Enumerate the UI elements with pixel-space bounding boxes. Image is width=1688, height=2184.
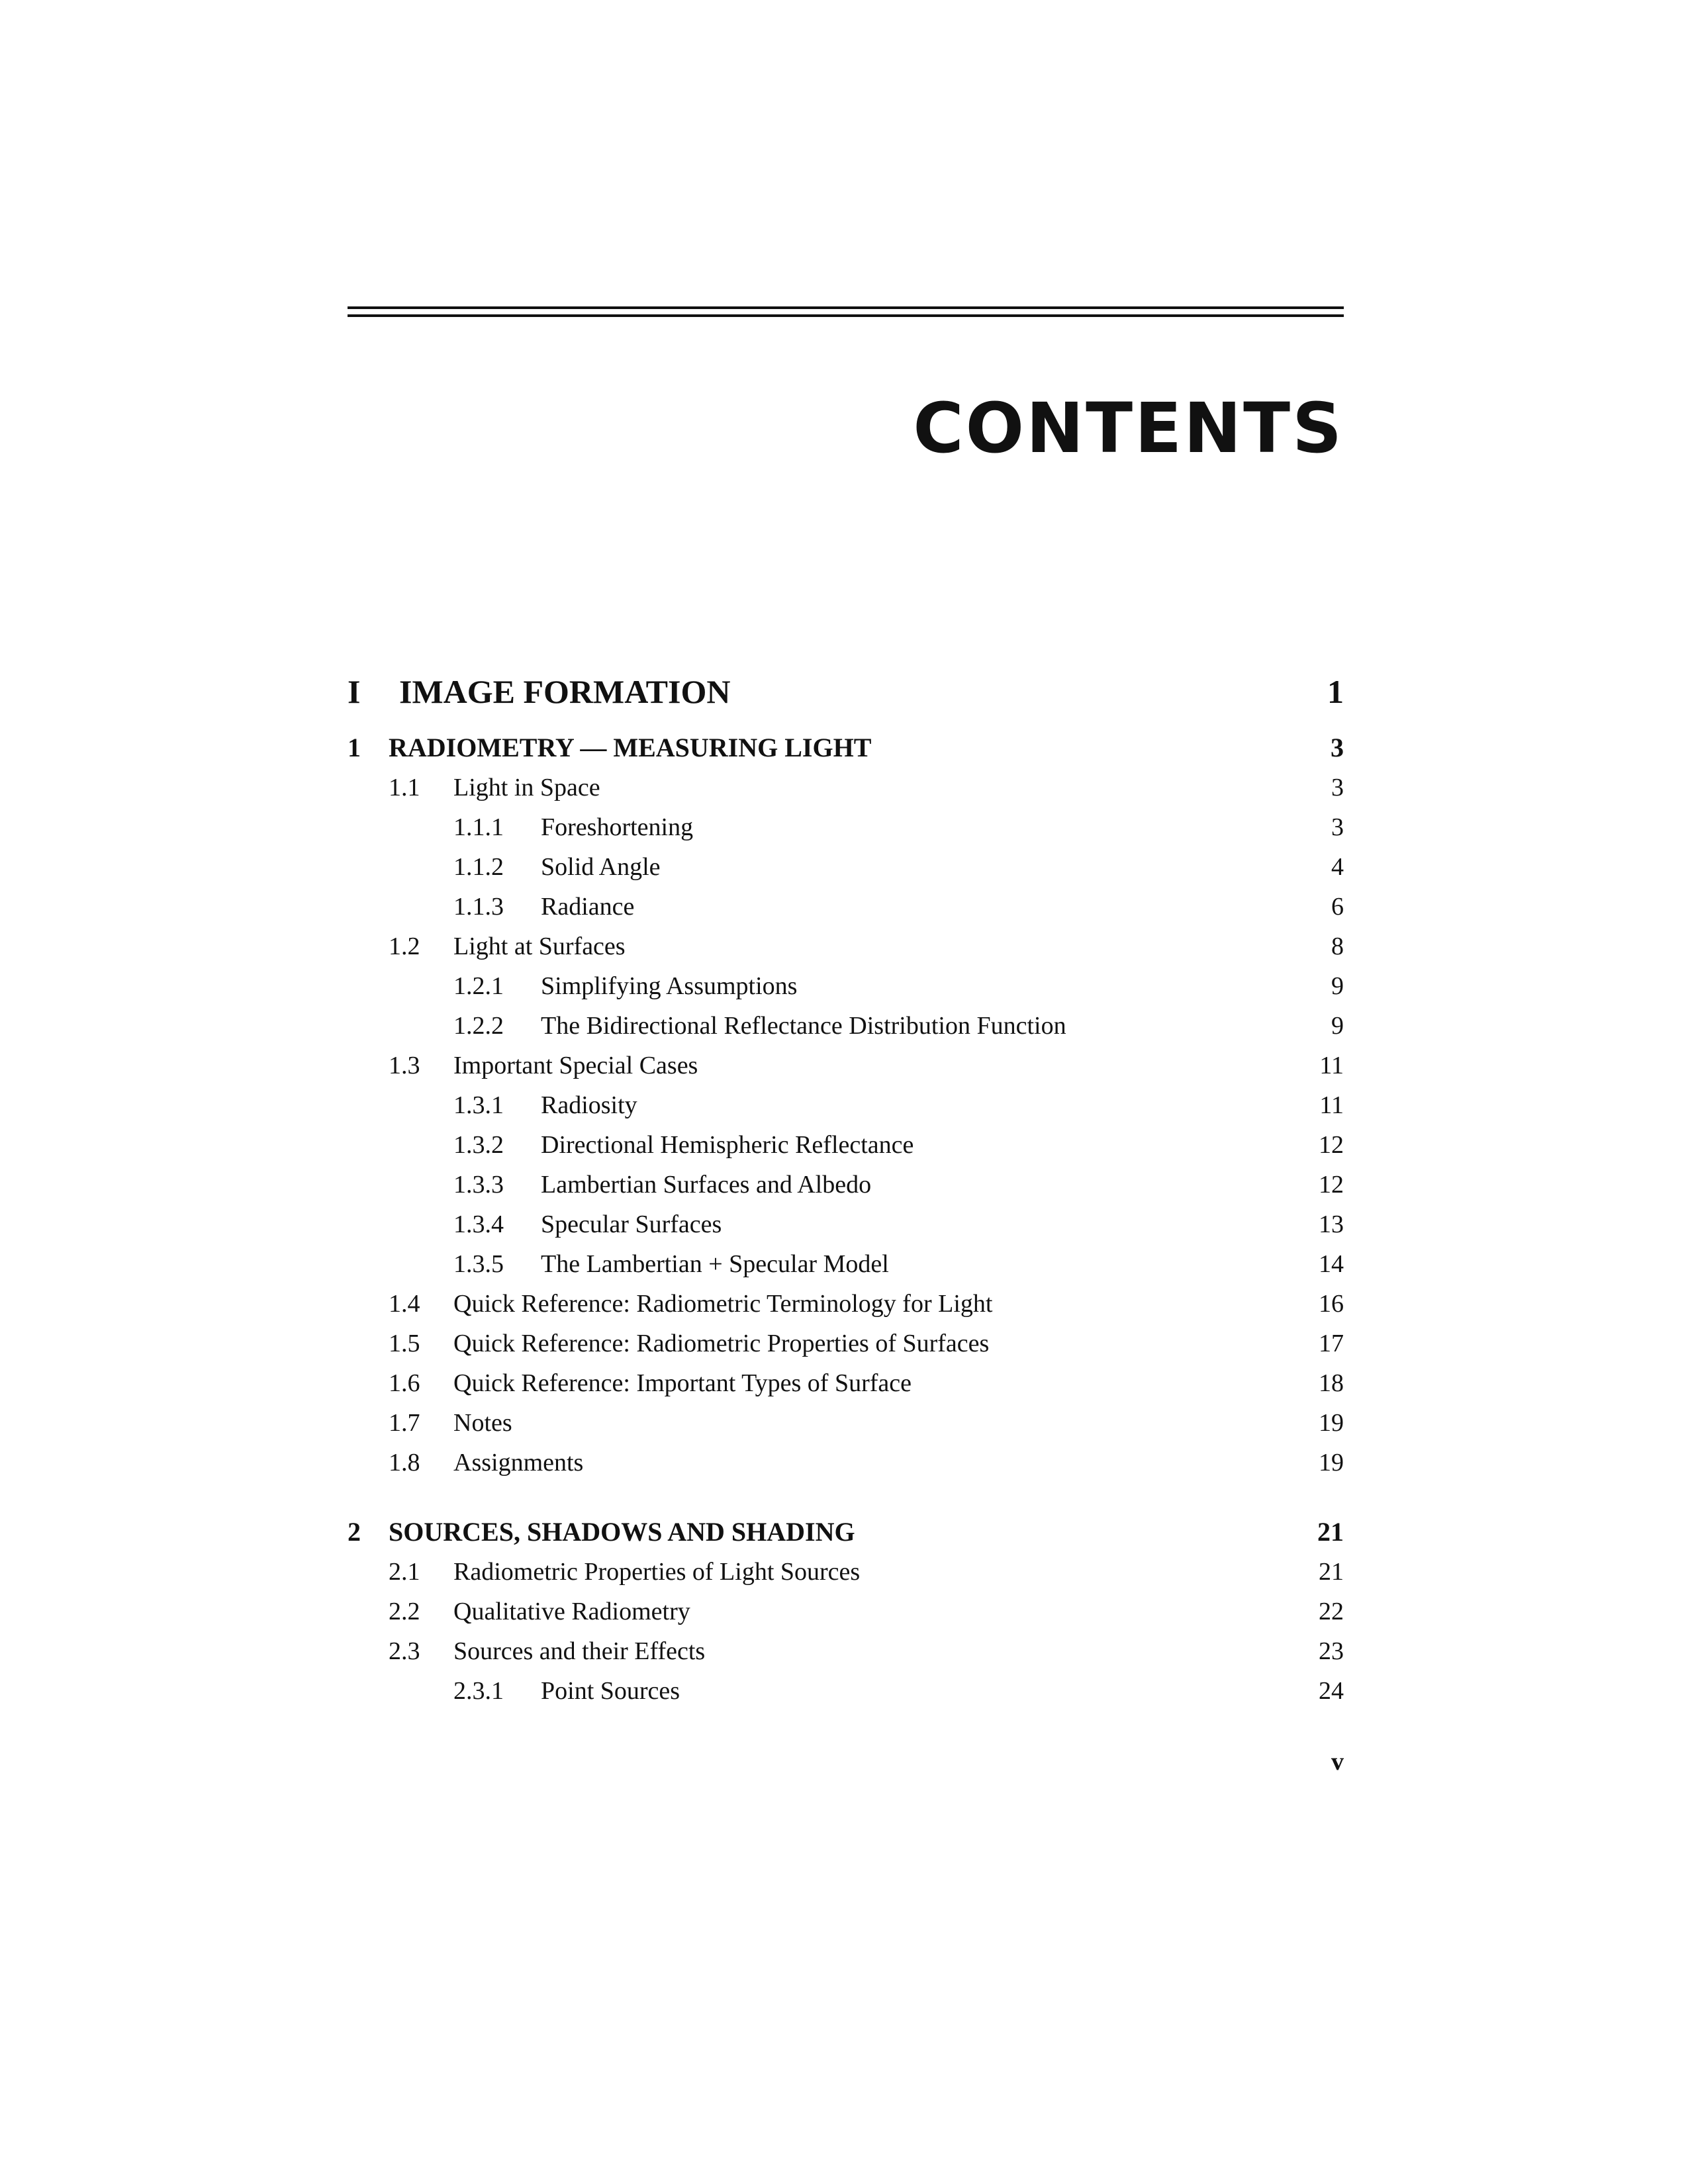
chapter-page-number: 3	[1331, 733, 1344, 762]
entry-page-number: 12	[1319, 1171, 1344, 1199]
header-rule-top	[348, 306, 1344, 309]
entry-page-number: 23	[1319, 1637, 1344, 1665]
entry-title: Radiance	[541, 893, 635, 921]
entry-page-number: 3	[1331, 774, 1344, 801]
entry-page-number: 19	[1319, 1449, 1344, 1477]
entry-number: 2.1	[389, 1558, 420, 1586]
entry-title: Quick Reference: Radiometric Terminology for Light	[453, 1290, 993, 1318]
entry-page-number: 6	[1331, 893, 1344, 921]
entry-number: 1.7	[389, 1409, 420, 1437]
entry-number: 1.3.3	[453, 1171, 504, 1199]
entry-title: Directional Hemispheric Reflectance	[541, 1131, 914, 1159]
entry-number: 1.2.1	[453, 972, 504, 1000]
toc-subsection-entry[interactable]	[348, 1244, 1344, 1284]
chapter-page-number: 21	[1317, 1517, 1344, 1547]
entry-page-number: 16	[1319, 1290, 1344, 1318]
toc-subsection-entry[interactable]	[348, 1085, 1344, 1125]
chapter-title: RADIOMETRY — MEASURING LIGHT	[389, 733, 872, 762]
entry-page-number: 11	[1319, 1091, 1344, 1119]
entry-page-number: 18	[1319, 1369, 1344, 1397]
entry-page-number: 4	[1331, 853, 1344, 881]
entry-title: Foreshortening	[541, 813, 694, 841]
entry-page-number: 3	[1331, 813, 1344, 841]
toc-section-entry[interactable]	[348, 1443, 1344, 1482]
entry-page-number: 11	[1319, 1052, 1344, 1079]
entry-page-number: 21	[1319, 1558, 1344, 1586]
entry-page-number: 9	[1331, 1012, 1344, 1040]
toc-chapter-entry[interactable]	[348, 728, 1344, 768]
entry-page-number: 14	[1319, 1250, 1344, 1278]
toc-section-entry[interactable]	[348, 1324, 1344, 1363]
entry-title: Light in Space	[453, 774, 600, 801]
entry-number: 2.3	[389, 1637, 420, 1665]
entry-title: Notes	[453, 1409, 512, 1437]
entry-number: 1.3.4	[453, 1210, 504, 1238]
entry-page-number: 17	[1319, 1330, 1344, 1357]
entry-page-number: 9	[1331, 972, 1344, 1000]
toc-section-entry[interactable]	[348, 768, 1344, 807]
entry-title: Radiometric Properties of Light Sources	[453, 1558, 861, 1586]
entry-title: Light at Surfaces	[453, 933, 626, 960]
entry-title: Simplifying Assumptions	[541, 972, 798, 1000]
entry-page-number: 8	[1331, 933, 1344, 960]
entry-page-number: 13	[1319, 1210, 1344, 1238]
toc-section-entry[interactable]	[348, 1284, 1344, 1324]
entry-number: 1.1.3	[453, 893, 504, 921]
entry-page-number: 24	[1319, 1677, 1344, 1705]
entry-number: 1.1.2	[453, 853, 504, 881]
toc-subsection-entry[interactable]	[348, 966, 1344, 1006]
chapter-2-entries	[348, 1552, 1344, 1711]
entry-page-number: 22	[1319, 1598, 1344, 1625]
toc-subsection-entry[interactable]	[348, 1006, 1344, 1046]
page-title: CONTENTS	[913, 388, 1344, 469]
entry-title: Quick Reference: Important Types of Surface	[453, 1369, 912, 1397]
entry-number: 1.4	[389, 1290, 420, 1318]
entry-number: 1.2	[389, 933, 420, 960]
entry-title: Solid Angle	[541, 853, 661, 881]
entry-number: 1.6	[389, 1369, 420, 1397]
toc-subsection-entry[interactable]	[348, 807, 1344, 847]
entry-title: The Lambertian + Specular Model	[541, 1250, 889, 1278]
entry-number: 1.3.1	[453, 1091, 504, 1119]
entry-page-number: 19	[1319, 1409, 1344, 1437]
entry-title: Qualitative Radiometry	[453, 1598, 690, 1625]
part-page-number: 1	[1327, 673, 1344, 710]
entry-page-number: 12	[1319, 1131, 1344, 1159]
chapter-title: SOURCES, SHADOWS AND SHADING	[389, 1517, 855, 1547]
toc-section-entry[interactable]	[348, 927, 1344, 966]
header-rule-bottom	[348, 314, 1344, 317]
toc-subsection-entry[interactable]	[348, 887, 1344, 927]
entry-title: Sources and their Effects	[453, 1637, 706, 1665]
entry-title: Specular Surfaces	[541, 1210, 722, 1238]
toc-section-entry[interactable]	[348, 1363, 1344, 1403]
toc-subsection-entry[interactable]	[348, 1671, 1344, 1711]
entry-number: 1.8	[389, 1449, 420, 1477]
toc-chapter-entry[interactable]	[348, 1512, 1344, 1552]
entry-number: 1.2.2	[453, 1012, 504, 1040]
entry-number: 2.3.1	[453, 1677, 504, 1705]
toc-subsection-entry[interactable]	[348, 1125, 1344, 1165]
table-of-contents	[348, 662, 1344, 1711]
chapter-1-entries	[348, 768, 1344, 1482]
entry-number: 1.1	[389, 774, 420, 801]
entry-title: Point Sources	[541, 1677, 680, 1705]
entry-number: 1.3	[389, 1052, 420, 1079]
toc-section-entry[interactable]	[348, 1592, 1344, 1631]
entry-title: Assignments	[453, 1449, 584, 1477]
chapter-number: 1	[348, 733, 361, 762]
toc-subsection-entry[interactable]	[348, 1165, 1344, 1205]
entry-number: 1.5	[389, 1330, 420, 1357]
entry-title: The Bidirectional Reflectance Distribution Function	[541, 1012, 1066, 1040]
toc-section-entry[interactable]	[348, 1552, 1344, 1592]
entry-number: 1.3.5	[453, 1250, 504, 1278]
entry-title: Quick Reference: Radiometric Properties of Surfaces	[453, 1330, 990, 1357]
entry-number: 2.2	[389, 1598, 420, 1625]
entry-number: 1.3.2	[453, 1131, 504, 1159]
toc-part-entry[interactable]	[348, 662, 1344, 721]
entry-title: Lambertian Surfaces and Albedo	[541, 1171, 872, 1199]
toc-subsection-entry[interactable]	[348, 847, 1344, 887]
part-title: IMAGE FORMATION	[399, 673, 731, 710]
toc-section-entry[interactable]	[348, 1631, 1344, 1671]
chapter-number: 2	[348, 1517, 361, 1547]
toc-section-entry[interactable]	[348, 1046, 1344, 1085]
entry-title: Important Special Cases	[453, 1052, 698, 1079]
toc-section-entry[interactable]	[348, 1403, 1344, 1443]
entry-number: 1.1.1	[453, 813, 504, 841]
toc-subsection-entry[interactable]	[348, 1205, 1344, 1244]
part-number: I	[348, 673, 361, 710]
folio-page-number: v	[1331, 1748, 1344, 1776]
entry-title: Radiosity	[541, 1091, 637, 1119]
